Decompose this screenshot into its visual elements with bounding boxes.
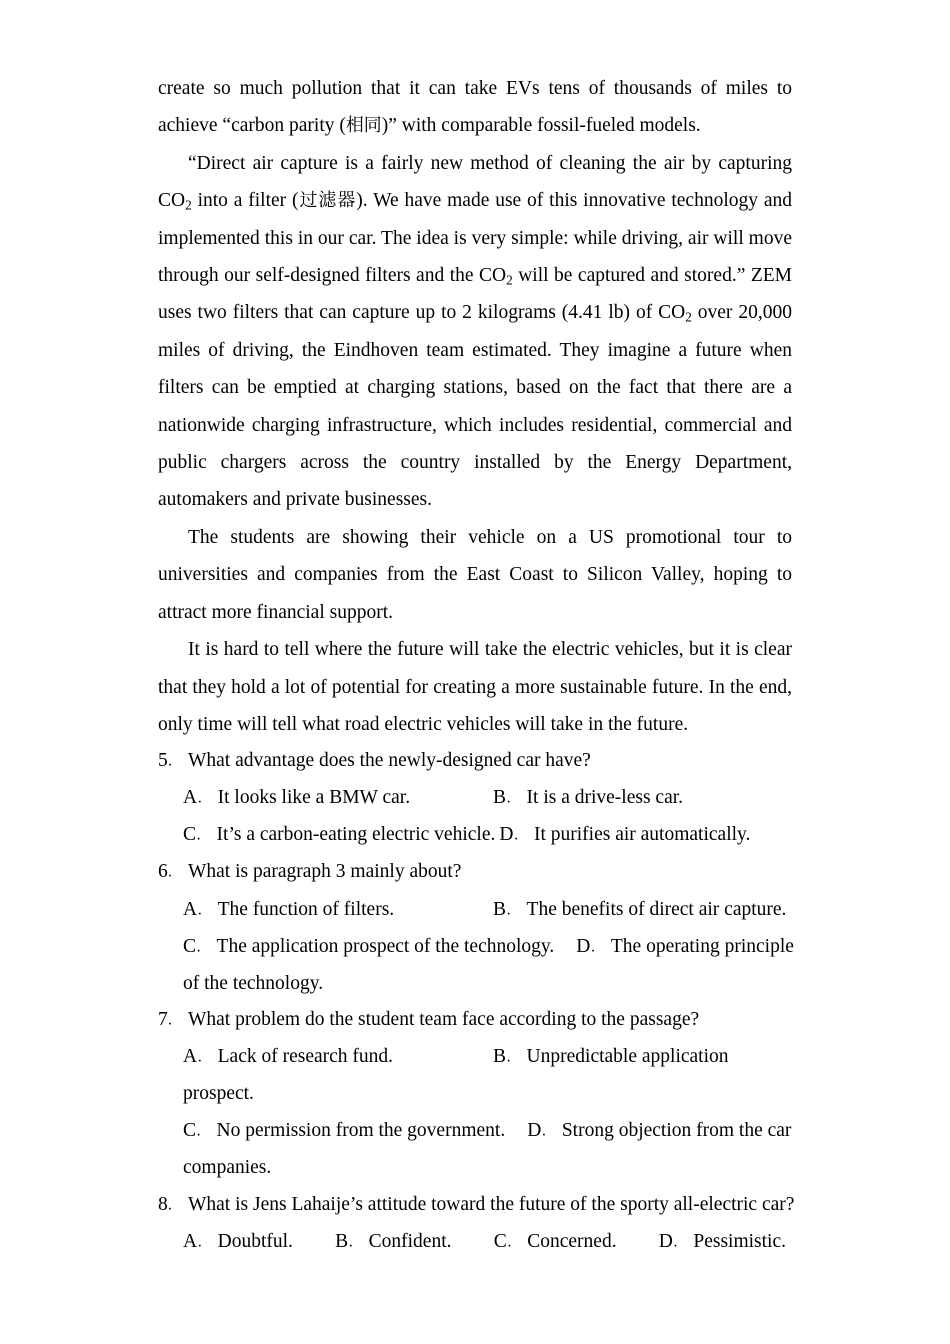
option-separator: ． — [197, 901, 212, 918]
option-separator: ． — [196, 1123, 211, 1140]
question-7-stem-text: What problem do the student team face according to the passage? — [188, 1009, 700, 1031]
option-separator: ． — [541, 1123, 556, 1140]
option-6-A-label: A — [183, 898, 198, 920]
option-6-D[interactable] — [576, 936, 794, 957]
option-5-A-text: It looks like a BMW car. — [217, 787, 411, 809]
option-6-C-label: C — [183, 935, 197, 957]
option-5-B-label: B — [493, 787, 507, 809]
option-6-B[interactable] — [493, 892, 786, 929]
paragraph-continued — [158, 70, 792, 145]
para-run-text-1: create so much pollution that it can take EVs tens of thousands of miles to achieve “carbon parity ( — [158, 78, 792, 137]
option-8-C-text: Concerned. — [527, 1230, 617, 1252]
option-6-B-label: B — [493, 898, 507, 920]
question-block-7 — [158, 1002, 792, 1186]
option-7-C[interactable] — [183, 1120, 505, 1141]
option-5-D-text: It purifies air automatically. — [533, 824, 751, 846]
page-content — [158, 70, 795, 1261]
option-separator: ． — [197, 1049, 212, 1066]
option-7-C-text: No permission from the government. — [216, 1119, 506, 1141]
option-8-D-text: Pessimistic. — [693, 1230, 787, 1252]
questions-section — [158, 743, 795, 1260]
option-8-D-label: D — [658, 1230, 674, 1252]
option-separator: ． — [196, 827, 211, 844]
paragraph-conclusion: It is hard to tell where the future will take the electric vehicles, but it is clear that they hold a lot of potential for creating a more sustainable future. In the end, only time will tell what road electric vehicles will take in the future. — [158, 639, 792, 735]
option-5-A-label: A — [183, 787, 198, 809]
option-6-D-text-head: The operating principle — [610, 935, 794, 957]
question-8-options-row — [158, 1224, 792, 1261]
question-block-5 — [158, 743, 792, 854]
dac-segment-1: “Direct air capture is a fairly new method of cleaning the air by capturing CO — [158, 152, 792, 212]
question-5-number: 5． — [158, 750, 182, 772]
option-5-D[interactable] — [499, 824, 750, 845]
question-7-option-D-continuation: companies. — [183, 1156, 272, 1178]
option-5-D-label: D — [499, 824, 514, 846]
option-6-B-text: The benefits of direct air capture. — [526, 898, 787, 920]
paragraph-promotional-tour: The students are showing their vehicle on a US promotional tour to universities and companies from the East Coast to Silicon Valley, hoping to attract more financial support. — [158, 526, 792, 623]
option-7-A[interactable] — [183, 1039, 393, 1076]
question-7-options-row-ab — [158, 1039, 792, 1076]
option-6-D-label: D — [576, 935, 591, 957]
option-6-A[interactable] — [183, 892, 394, 929]
question-7-options-row-cd — [158, 1113, 792, 1150]
dac-segment-5: over 20,000 miles of driving, the Eindhoven team estimated. They imagine a future when filters can be emptied at charging stations, based on the fact that there are a nationwide charging infrastructure, which includes residential, commercial and public chargers across the country installed by the Energy Department, automakers and private businesses. — [158, 302, 792, 511]
co2-subscript-2: 2 — [506, 272, 513, 288]
option-8-B[interactable] — [335, 1224, 451, 1261]
question-8-stem-text: What is Jens Lahaije’s attitude toward the future of the sporty all-electric car? — [188, 1193, 795, 1215]
option-5-C-label: C — [183, 824, 197, 846]
option-gap — [617, 1224, 659, 1261]
option-separator: ． — [196, 939, 211, 955]
option-7-D-text-head: Strong objection from the car — [561, 1119, 792, 1141]
option-gap — [452, 1224, 494, 1261]
question-6-stem — [158, 854, 792, 891]
option-5-A[interactable] — [183, 780, 410, 817]
dac-cjk-guoluqi: 过滤器 — [298, 190, 357, 212]
option-6-C-text: The application prospect of the technology. — [216, 935, 555, 957]
paragraph-direct-air-capture — [158, 145, 792, 519]
option-separator: ． — [506, 901, 521, 918]
option-separator: ． — [506, 1049, 521, 1066]
option-7-D-label: D — [527, 1119, 542, 1141]
para-run-text-2: )” with comparable fossil-fueled models. — [381, 115, 701, 137]
co2-subscript-1: 2 — [185, 197, 192, 213]
option-7-B[interactable] — [493, 1039, 729, 1076]
option-separator: ． — [506, 790, 521, 807]
option-7-B-text-head: Unpredictable application — [526, 1046, 729, 1068]
option-7-A-text: Lack of research fund. — [217, 1046, 394, 1068]
number-separator: ． — [167, 753, 182, 770]
question-block-8 — [158, 1187, 795, 1261]
option-8-B-text: Confident. — [368, 1230, 452, 1252]
number-separator: ． — [167, 1196, 182, 1213]
option-5-B-text: It is a drive-less car. — [526, 787, 684, 809]
question-5-stem — [158, 743, 792, 780]
question-7-number: 7． — [158, 1009, 182, 1031]
question-5-options-row-cd — [158, 817, 792, 854]
option-8-C[interactable] — [494, 1224, 617, 1261]
option-5-C[interactable] — [183, 824, 495, 845]
option-separator: ． — [197, 1234, 212, 1251]
number-separator: ． — [167, 1012, 182, 1029]
para-run-cjk-xiangtong: 相同 — [345, 115, 382, 137]
question-5-options-row-ab — [158, 780, 792, 817]
question-6-number: 6． — [158, 861, 182, 883]
dac-segment-2: into a filter ( — [191, 190, 299, 212]
question-6-options-row-cd — [158, 929, 792, 966]
passage-body — [158, 70, 792, 743]
option-separator: ． — [673, 1234, 688, 1251]
dac-segment-4: will be captured and stored.” ZEM uses two filters that can capture up to 2 kilograms (4.41 lb) of CO — [158, 265, 793, 324]
option-separator: ． — [348, 1234, 363, 1251]
option-5-C-text: It’s a carbon-eating electric vehicle. — [216, 824, 496, 846]
option-8-A-label: A — [183, 1230, 198, 1252]
option-gap — [293, 1224, 335, 1261]
option-8-D[interactable] — [659, 1224, 786, 1261]
question-8-number: 8． — [158, 1193, 182, 1215]
question-7-stem — [158, 1002, 792, 1039]
option-6-C[interactable] — [183, 936, 554, 957]
option-separator: ． — [197, 790, 212, 807]
question-6-options-row-ab — [158, 892, 792, 929]
dac-segment-3: ). We have made use of this innovative technology and implemented this in our car. The idea is very simple: while driving, air will move through our self-designed filters and the CO — [158, 190, 793, 287]
option-7-A-label: A — [183, 1046, 198, 1068]
option-separator: ． — [590, 939, 605, 955]
option-7-B-label: B — [493, 1046, 507, 1068]
co2-subscript-3: 2 — [685, 310, 692, 326]
question-6-option-D-continuation: of the technology. — [183, 972, 324, 994]
option-7-D[interactable] — [527, 1120, 791, 1141]
option-8-A-text: Doubtful. — [217, 1230, 293, 1252]
question-8-stem — [158, 1187, 795, 1224]
option-separator: ． — [507, 1234, 522, 1251]
number-separator: ． — [167, 864, 182, 881]
question-7-option-B-continuation: prospect. — [183, 1083, 254, 1105]
option-7-C-label: C — [183, 1119, 197, 1141]
option-5-B[interactable] — [493, 780, 683, 817]
option-8-C-label: C — [493, 1230, 508, 1252]
option-8-B-label: B — [335, 1230, 349, 1252]
option-separator: ． — [513, 827, 528, 844]
option-6-A-text: The function of filters. — [217, 898, 395, 920]
question-block-6 — [158, 854, 792, 1002]
question-6-stem-text: What is paragraph 3 mainly about? — [188, 861, 462, 883]
option-8-A[interactable] — [183, 1224, 293, 1261]
question-5-stem-text: What advantage does the newly-designed car have? — [188, 750, 591, 772]
